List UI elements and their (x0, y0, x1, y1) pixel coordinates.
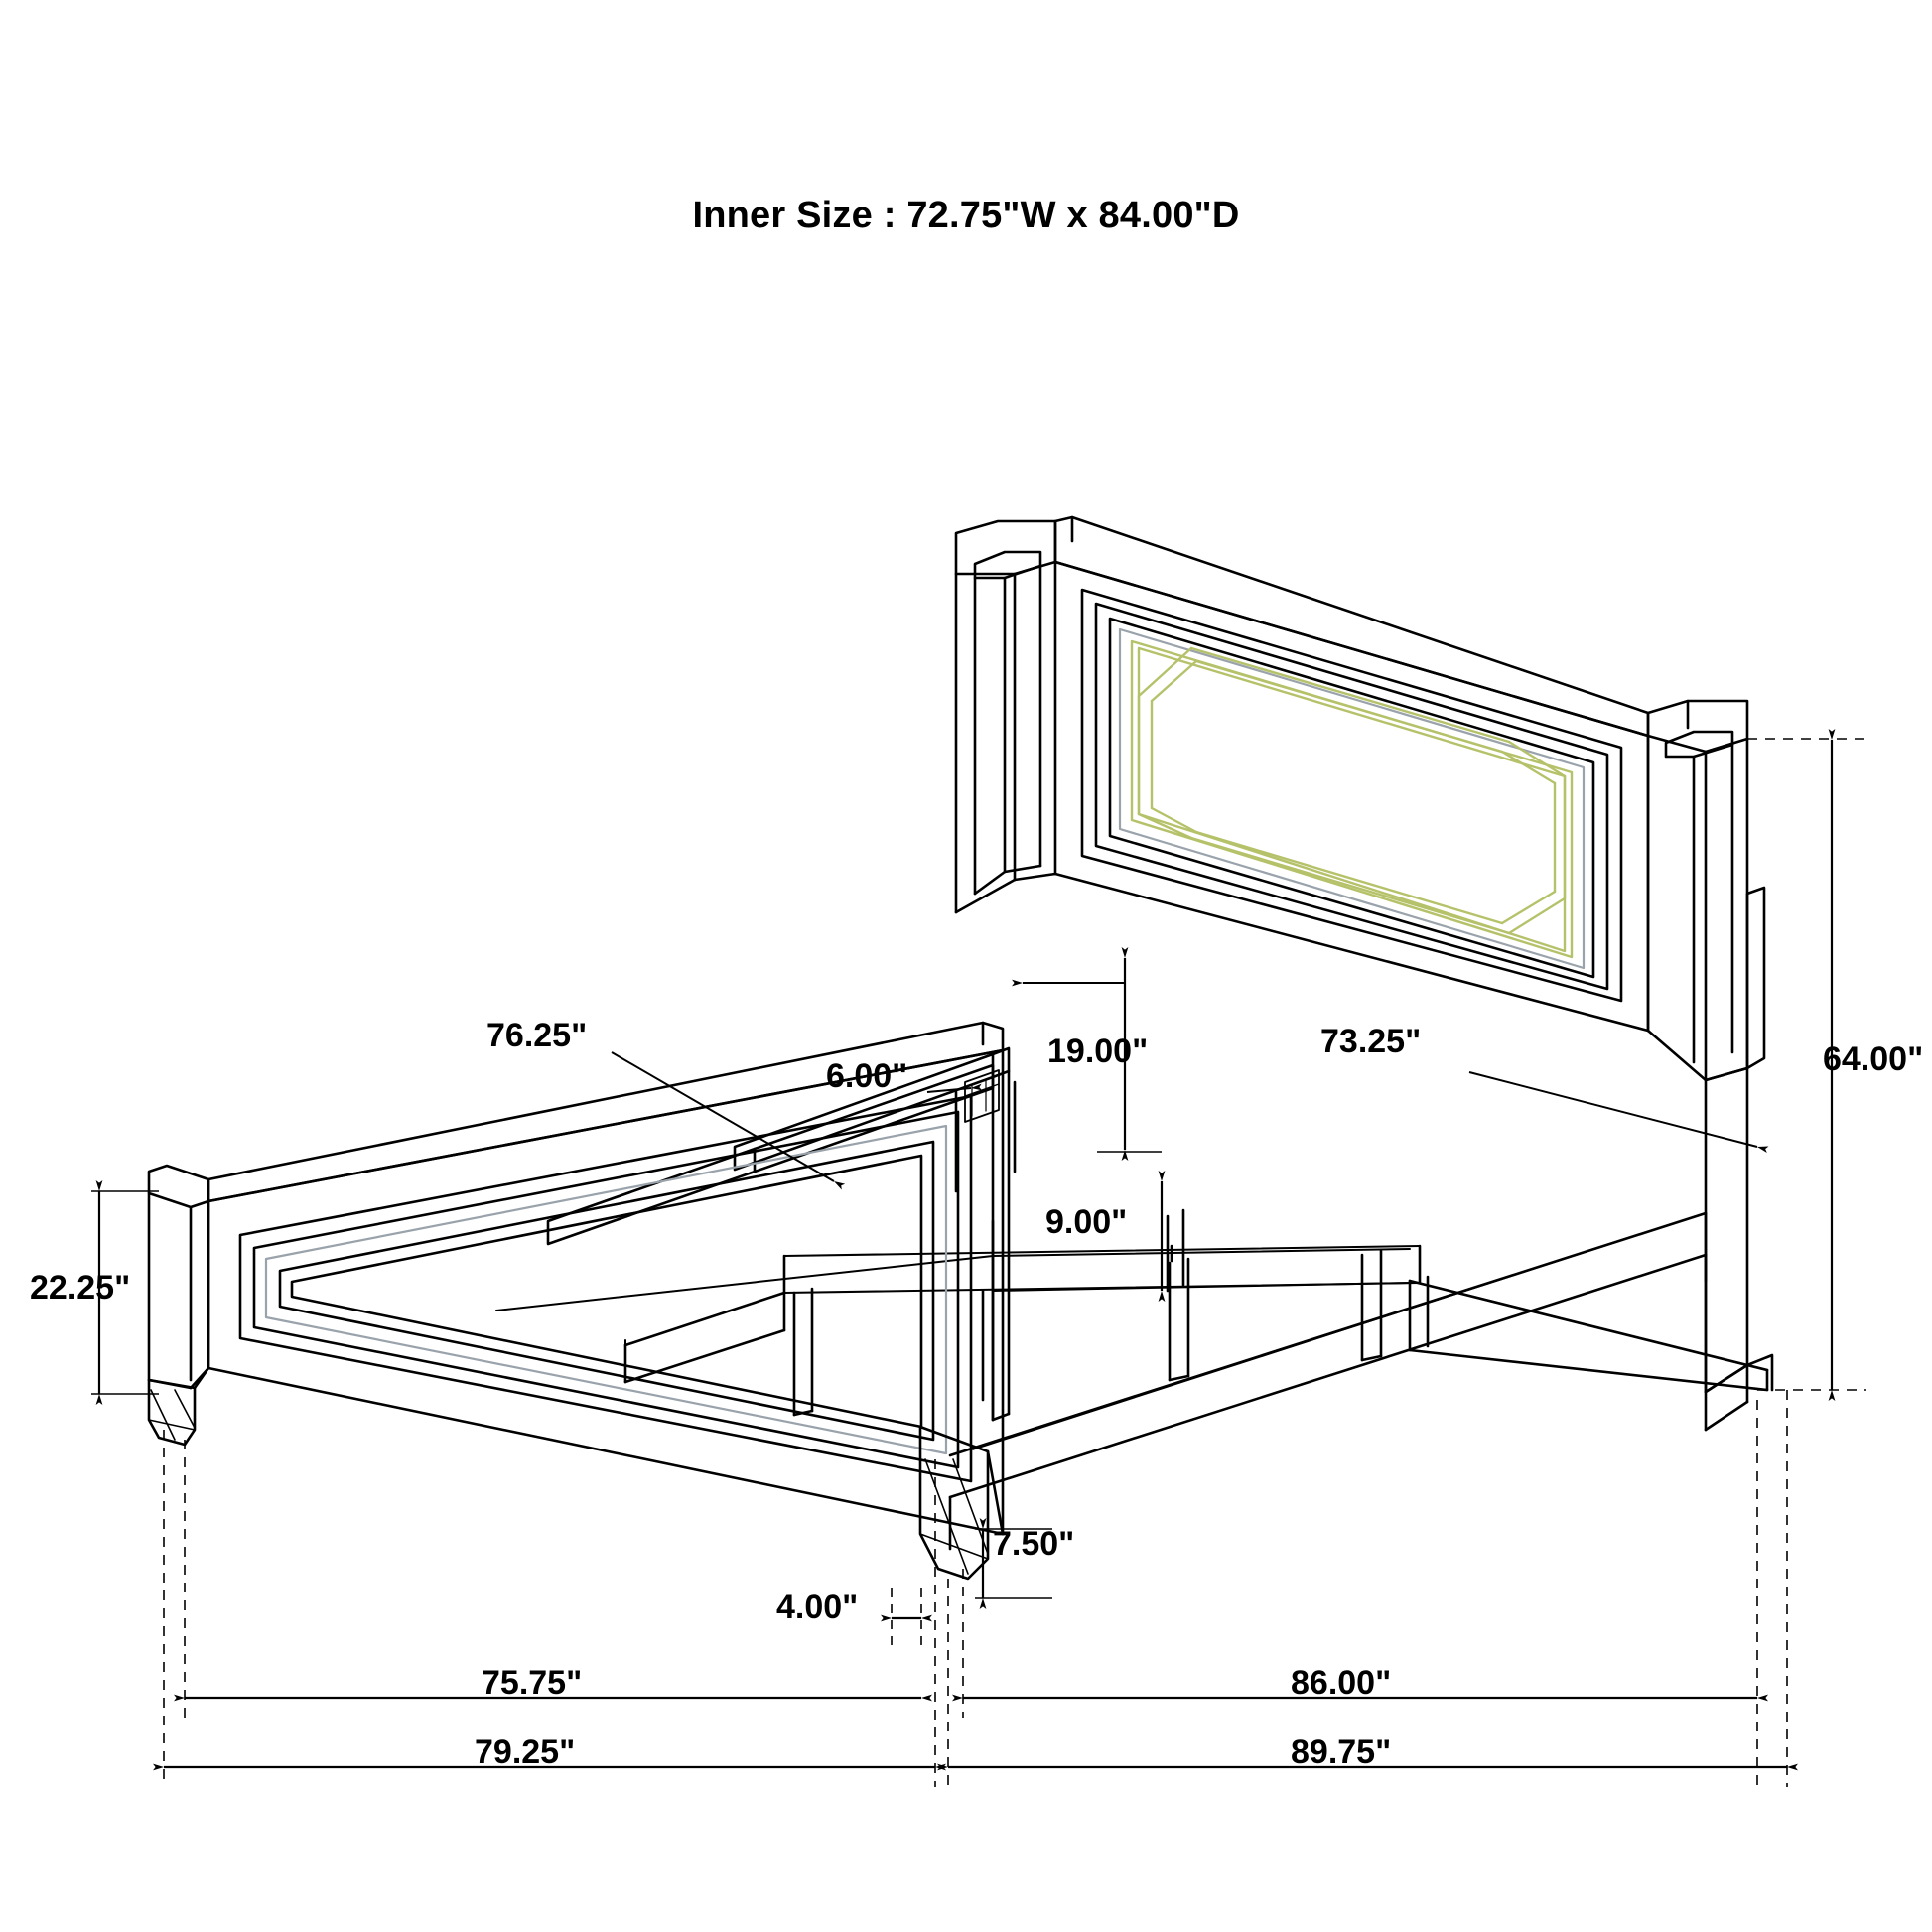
dim-bed-length-inner: 86.00" (1291, 1664, 1392, 1702)
dim-leg-height: 7.50" (993, 1525, 1075, 1563)
page-title: Inner Size : 72.75"W x 84.00"D (692, 195, 1240, 236)
dim-footboard-height: 22.25" (30, 1269, 131, 1307)
dim-footboard-inner-width: 75.75" (482, 1664, 583, 1702)
dim-rail-height: 6.00" (826, 1057, 908, 1095)
dim-headboard-panel-height: 19.00" (1047, 1033, 1149, 1070)
dim-headboard-panel-width: 76.25" (486, 1017, 588, 1054)
dim-slat-clearance: 9.00" (1045, 1203, 1128, 1241)
dim-leg-width: 4.00" (776, 1588, 859, 1626)
dim-bed-length-outer: 89.75" (1291, 1733, 1392, 1771)
dim-headboard-total-height: 64.00" (1823, 1040, 1924, 1078)
dim-footboard-outer-width: 79.25" (475, 1733, 576, 1771)
dim-headboard-width: 73.25" (1320, 1023, 1422, 1060)
